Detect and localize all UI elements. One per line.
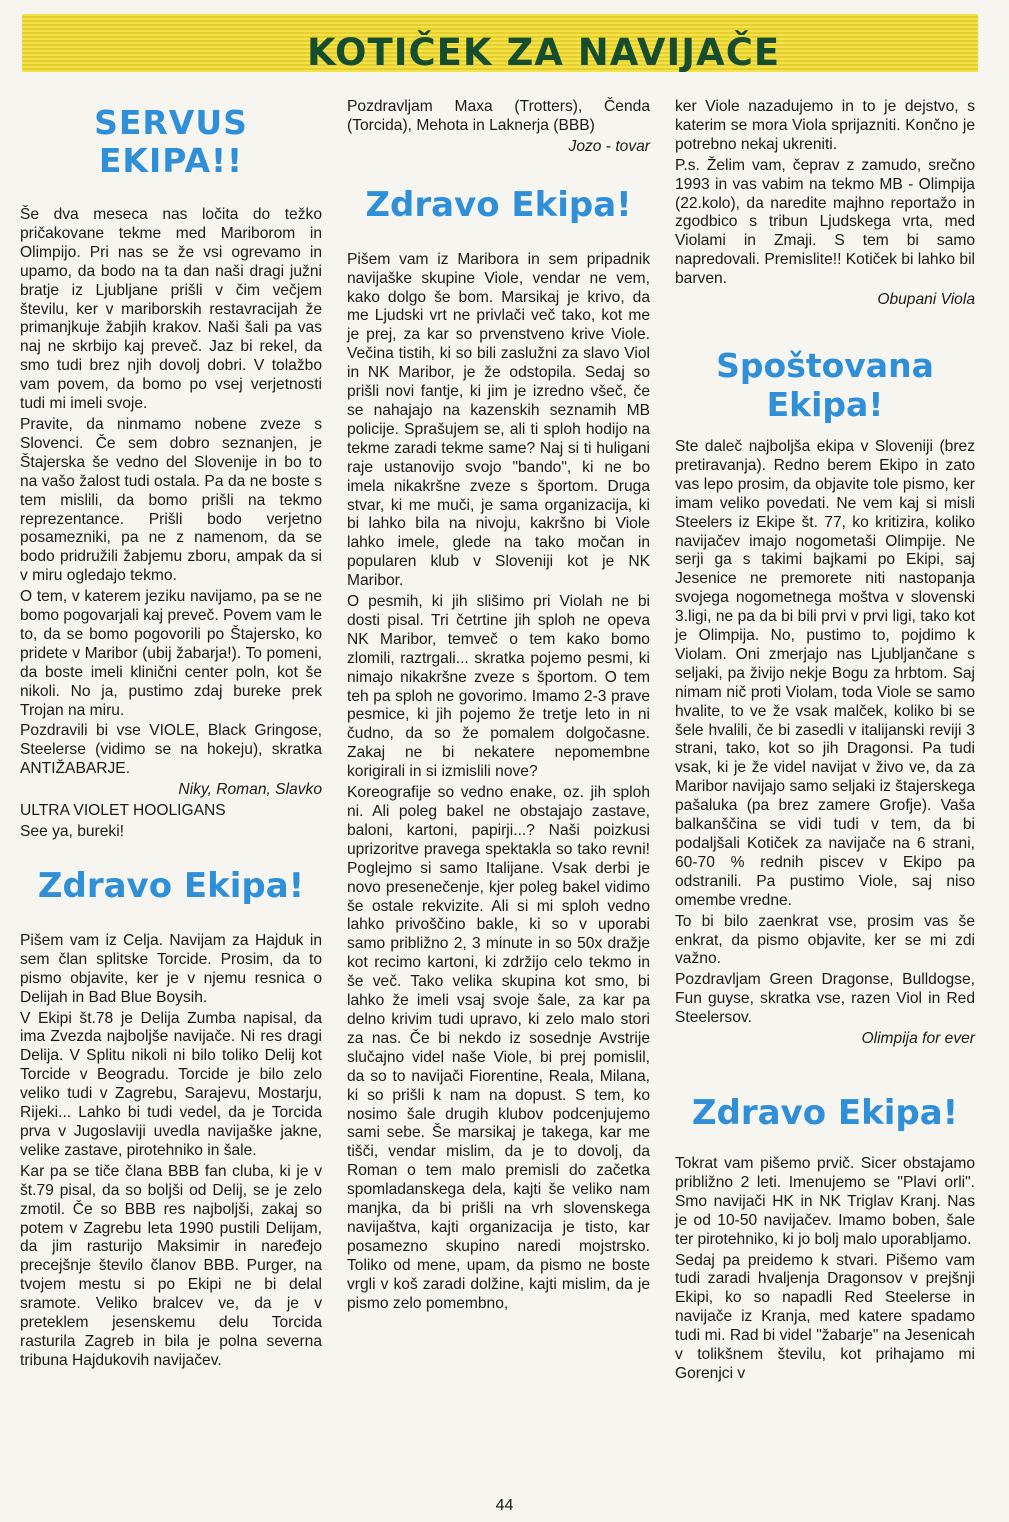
column-right bbox=[675, 98, 975, 1386]
letter-paragraph: Tokrat vam pišemo prvič. Sicer obstajamo približno 2 leti. Imenujemo se "Plavi orli". Smo navijači HK in NK Triglav Kranj. Nas je od 10-50 navijačev. Imamo boben, šale ter pirotehniko, ki jo bolj malo uporabljamo. bbox=[675, 1154, 975, 1248]
column-middle bbox=[347, 98, 650, 1315]
letter-paragraph: V Ekipi št.78 je Delija Zumba napisal, da ima Zvezda najboljše navijače. Ni res dragi Delija. V Splitu nikoli ni bilo toliko Delij kot Torcide v Beogradu. Torcide je bilo zelo veliko tudi v Zagrebu, Sarajevu, Mostarju, Rijeki... Lahko bi tudi vedel, da je Torcida prva v Jugoslaviji uvedla navijaške jakne, velike zastave, pirotehniko in šale. bbox=[20, 1009, 322, 1159]
letter-paragraph: Še dva meseca nas ločita do težko pričakovane tekme med Mariborom in Olimpijo. Pri nas se že vsi ogrevamo in upamo, da bodo na ta dan naši dragi južni bratje iz Ljubljane prišli v čim večjem številu, ker v mariborskih restavracijah že primanjkuje žabjih krakov. Naši šali pa vas naj ne skrbijo kaj preveč. Jaz bi rekel, da smo tudi brez njih dovolj dobri. V tolažbo vam povem, da bomo po vsej verjetnosti tudi mi imeli svoje. bbox=[20, 206, 322, 413]
letter-paragraph: Pišem vam iz Maribora in sem pripadnik navijaške skupine Viole, vendar ne vem, kako dolgo še bom. Marsikaj je krivo, da me Ljudski vrt ne privlači več tako, kot me je prej, za kar so prvenstveno krive Viole. Večina tistih, ki so bili zaslužni za slavo Viol in NK Maribor, je že odstopila. Sedaj so prišli novi fantje, ki jim je izredno všeč, če se nahajajo na kazenskih seznamih MB policije. Sprašujem se, ali ti sploh hodijo na tekme zaradi tekme same? Naj si ti huligani raje ustanovijo svojo "bando", ki ne bo imela nikakršne zveze s športom. Druga stvar, ki me muči, je sama organizacija, ki bi lahko bila na nivoju, kakršno bi Viole lahko imele, glede na tako močan in popularen klub v Sloveniji kot je NK Maribor. bbox=[347, 250, 650, 590]
letter-heading-servus: SERVUS EKIPA!! bbox=[94, 103, 248, 180]
letter-paragraph: Kar pa se tiče člana BBB fan cluba, ki je v št.79 pisal, da so boljši od Delij, se je zelo zmotil. Če so BBB res najboljši, zakaj so potem v Zagrebu leta 1990 pustili Delijam, da jim rasturijo Maksimir in naređejo precejšnje število članov BBB. Purger, na tvojem mestu si po Ekipi ne bi delal sramote. Veliko bralcev ve, da je v preteklem jesenskemu delu Torcida rasturila Zagreb in bila je polna severna tribuna Hajdukovih navijačev. bbox=[20, 1162, 322, 1369]
page-number: 44 bbox=[495, 1497, 514, 1514]
letter-heading-zdravo: Zdravo Ekipa! bbox=[691, 1092, 959, 1133]
letter-paragraph: Koreografije so vedno enake, oz. jih sploh ni. Ali poleg bakel ne obstajajo zastave, baloni, kartoni, papirji...? Naši poizkusi uprizoritve pravega spektakla so tako revni! Poglejmo si samo Italijane. Vsak derbi je novo presenečenje, kjer poleg bakel vidimo še ostale rekvizite. Ali si mi sploh vedno lahko privoščino bakle, ki so v uporabi samo približno 2, 3 minute in so 50x dražje kot recimo kartoni, ki zdržijo celo tekmo in še več. Tako velika skupina kot smo, bi lahko že imeli vsaj svoje šale, za kar pa delno krivim tudi upravo, ki zelo malo stori za nas. Če bi nekdo iz sosednje Avstrije slučajno videl naše Viole, bi prej pomislil, da so to navijači Fiorentine, Reala, Milana, ki so prišli k nam na dopust. S tem, ko nosimo šale drugih klubov podcenjujemo sami sebe. Še marsikaj je takega, kar me tišči, vendar mislim, da je to dovolj, da Roman o tem malo premisli do začetka spomladanskega dela, kajti še veliko nam manjka, da bi prišli na vrh slovenskega navijaštva, kajti organizacija je tisto, kar posamezno skupino naredi mojstrsko. Toliko od mene, upam, da pismo ne boste vrgli v koš zaradi dolžine, kajti mislim, da je pismo zelo pomembno, bbox=[347, 784, 650, 1312]
letter-paragraph: To bi bilo zaenkrat vse, prosim vas še enkrat, da pismo objavite, ker se mi zdi važno. bbox=[675, 912, 975, 968]
letter-paragraph: O tem, v katerem jeziku navijamo, pa se ne bomo pogovarjali kaj preveč. Povem vam le to, da se bomo pogovorili po Štajersko, ko pridete v Maribor (ubij žabarja!). To pomeni, da boste imeli klinični center poln, kot še nikoli. No ja, pustimo zdaj bureke prek Trojan na miru. bbox=[20, 588, 322, 719]
letter-heading-zdravo: Zdravo Ekipa! bbox=[37, 865, 305, 906]
letter-paragraph: Pravite, da ninmamo nobene zveze s Slovenci. Če sem dobro seznanjen, je Štajerska še vedno del Slovenije in bo to na vašo žalost tudi ostala. Pa da ne boste s tem mislili, da bomo prišli na tekmo reprezentance. Prišli bodo verjetno posamezniki, pa ne z namenom, da se bodo pridružili žabjemu zboru, ampak da si v miru ogledajo tekmo. bbox=[20, 415, 322, 585]
letter-closing: ULTRA VIOLET HOOLIGANS bbox=[20, 802, 226, 820]
letter-paragraph: Pozdravili bi vse VIOLE, Black Gringose, Steelerse (vidimo se na hokeju), skratka ANTIŽABARJE. bbox=[20, 722, 322, 778]
section-title: KOTIČEK ZA NAVIJAČE bbox=[307, 31, 781, 72]
letter-paragraph: Sedaj pa preidemo k stvari. Pišemo vam tudi zaradi hvaljenja Dragonsov v prejšnji Ekipi, ko so napadli Red Steelerse in navijače iz Kranja, med katere spadamo tudi mi. Rad bi videl "žabarje" na Jesenicah v tolikšnem številu, kot prihajamo mi Gorenjci v bbox=[675, 1251, 975, 1382]
letter-signature: Jozo - tovar bbox=[568, 137, 650, 155]
letter-heading-zdravo: Zdravo Ekipa! bbox=[365, 184, 632, 225]
letter-paragraph: P.s. Želim vam, čeprav z zamudo, srečno 1993 in vas vabim na tekmo MB - Olimpija (22.kolo), da naredite majhno reportažo in zgodbico s tribun Ljudskega vrta, med Violami in Zmaji. S tem bi samo napredovali. Premislite!! Kotiček bi lahko bil barven. bbox=[675, 156, 975, 288]
letter-paragraph: Pišem vam iz Celja. Navijam za Hajduk in sem član splitske Torcide. Prosim, da to pismo objavite, ker je v njemu resnica o Delijah in Bad Blue Boysih. bbox=[20, 931, 322, 1006]
column-left bbox=[20, 98, 322, 1373]
letter-paragraph: Pozdravljam Maxa (Trotters), Čenda (Torcida), Mehota in Laknerja (BBB) bbox=[347, 98, 650, 134]
letter-signature: Obupani Viola bbox=[877, 291, 975, 309]
letter-closing: See ya, bureki! bbox=[20, 823, 125, 840]
letter-paragraph: Pozdravljam Green Dragonse, Bulldogse, Fun guyse, skratka vse, razen Viol in Red Steelersov. bbox=[675, 971, 975, 1027]
letter-paragraph: O pesmih, ki jih slišimo pri Violah ne bi dosti pisal. Tri četrtine jih sploh ne opeva NK Maribor, temveč o tem kako bomo zlomili, raztrgali... skratka pojemo pesmi, ki nimajo nikakršne zveze s športom. O tem teh pa sploh ne govorimo. Imamo 2-3 prave pesmice, ki jih pojemo že tretje leto in ni čudno, da so že pomalem dolgočasne. Zakaj ne bi nekatere nepomembne korigirali in si izmislili nove? bbox=[347, 593, 650, 781]
section-banner bbox=[22, 14, 978, 72]
letter-signature: Niky, Roman, Slavko bbox=[178, 781, 322, 799]
letter-paragraph: Ste daleč najboljša ekipa v Sloveniji (brez pretiravanja). Redno berem Ekipo in zato vas lepo prosim, da objavite tole pismo, ker imam veliko povedati. Ne vem kaj si misli Steelers iz Ekipe št. 77, ko kritizira, koliko navijačev imajo nogometaši Olimpije. Ne serji ga s takimi bajkami po Ekipi, saj Jesenice ne premorete niti nastopanja svojega nogometnega moštva v slovenski 3.ligi, ne pa da bi bili prvi v prvi ligi, tako kot je Olimpija. No, pustimo to, pojdimo k Violam. Oni zmerjajo nas Ljubljančane s seljaki, pa živijo nekje Bogu za hrbtom. Saj nimam nič proti Violam, toda Viole se samo hvalite, to ve že vsak malček, koliko bi se šele hvalili, če bi zasedli v italijanski reviji 3 strani, tako, kot so jih Dragonsi. Pa tudi vsak, ki je že videl navijat v živo ve, da za Maribor navijajo samo seljaki iz štajerskega pašaluka (pa brez zamere Grofje). Vaša balkanščina se vidi tudi v tem, da bi podaljšali Kotiček za navijače na 6 strani, 60-70 % rednih piscev v Ekipo pa odstranili. Pa pustimo Viole, saj niso omembe vredne. bbox=[675, 437, 975, 909]
letter-paragraph: ker Viole nazadujemo in to je dejstvo, s katerim se mora Viola sprijazniti. Končno je potrebno nekaj ukreniti. bbox=[675, 98, 975, 153]
letter-signature: Olimpija for ever bbox=[861, 1030, 975, 1048]
letter-heading-spostovana: Spoštovana Ekipa! bbox=[716, 345, 934, 424]
